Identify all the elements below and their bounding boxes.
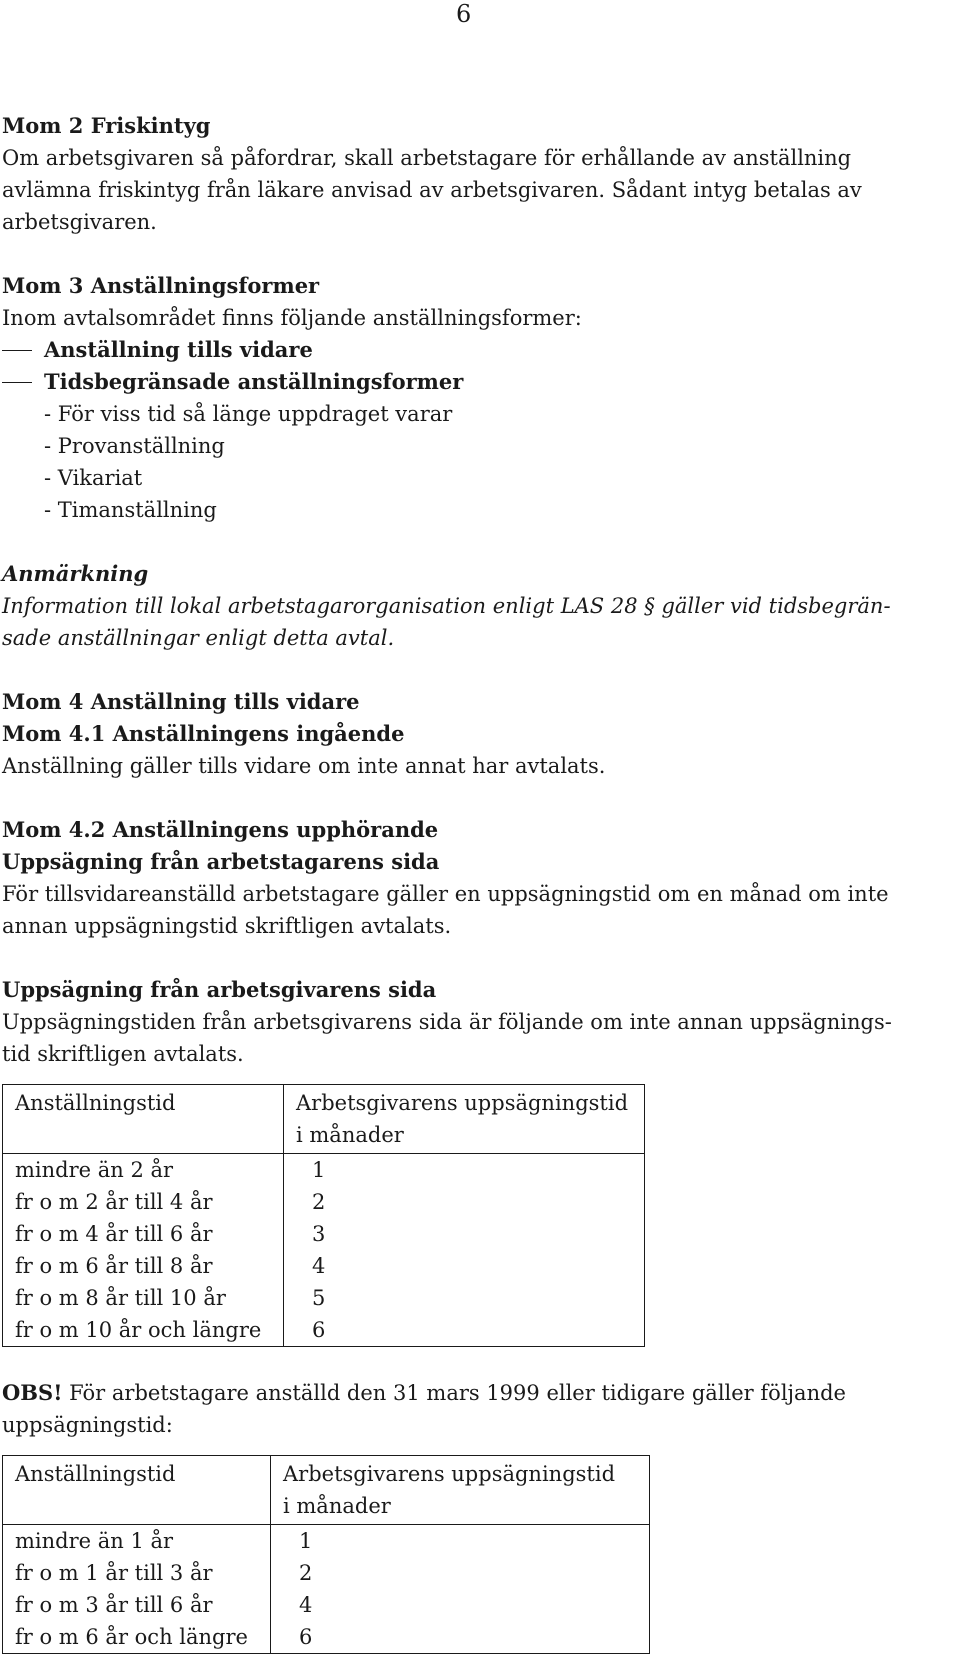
table-row — [3, 1621, 650, 1654]
months-cell: 1 — [284, 1154, 645, 1187]
mom3-intro: Inom avtalsområdet finns följande anställningsformer: — [2, 306, 582, 330]
obs-label: OBS! — [2, 1380, 63, 1405]
employment-form-item — [2, 366, 958, 398]
document-body — [2, 110, 958, 1654]
table-row — [3, 1282, 645, 1314]
employment-subform: - Vikariat — [44, 466, 143, 490]
note-text-line: sade anställningar enligt detta avtal. — [2, 626, 395, 650]
mom2-text-line: Om arbetsgivaren så påfordrar, skall arbetstagare för erhållande av anställning — [2, 146, 852, 170]
period-cell: fr o m 4 år till 6 år — [3, 1218, 284, 1250]
table-row — [3, 1525, 650, 1558]
header-notice-unit: i månader — [283, 1494, 391, 1518]
header-employment-period: Anställningstid — [15, 1091, 176, 1115]
employer-notice-text: tid skriftligen avtalats. — [2, 1042, 244, 1066]
mom2-text-line: avlämna friskintyg från läkare anvisad av arbetsgivaren. Sådant intyg betalas av — [2, 178, 862, 202]
header-notice-period: Arbetsgivarens uppsägningstid — [296, 1091, 629, 1115]
period-cell: fr o m 1 år till 3 år — [3, 1557, 271, 1589]
table-header-cell — [284, 1085, 645, 1154]
employee-notice-text: annan uppsägningstid skriftligen avtalats. — [2, 914, 452, 938]
spacer — [2, 782, 958, 814]
employer-notice-text: Uppsägningstiden från arbetsgivarens sida är följande om inte annan uppsägnings- — [2, 1010, 892, 1034]
months-cell: 1 — [271, 1525, 650, 1558]
months-cell: 2 — [271, 1557, 650, 1589]
table-row — [3, 1589, 650, 1621]
period-cell: fr o m 8 år till 10 år — [3, 1282, 284, 1314]
table-header-row — [3, 1085, 645, 1154]
months-cell: 4 — [271, 1589, 650, 1621]
obs-text-line: uppsägningstid: — [2, 1413, 173, 1437]
spacer — [2, 526, 958, 558]
table-header-cell — [3, 1085, 284, 1154]
note-heading: Anmärkning — [2, 561, 149, 586]
months-cell: 2 — [284, 1186, 645, 1218]
employment-form-label: Anställning tills vidare — [44, 337, 313, 362]
months-cell: 4 — [284, 1250, 645, 1282]
table-row — [3, 1314, 645, 1347]
section-mom3 — [2, 270, 958, 526]
page-number: 6 — [456, 0, 472, 28]
table-row — [3, 1218, 645, 1250]
obs-text: För arbetstagare anställd den 31 mars 1999 eller tidigare gäller följande — [62, 1381, 846, 1405]
legacy-notice-period-table — [2, 1455, 650, 1654]
dash-bullet-icon — [2, 350, 32, 351]
period-cell: mindre än 2 år — [3, 1154, 284, 1187]
note-text-line: Information till lokal arbetstagarorganisation enligt LAS 28 § gäller vid tidsbegrän- — [2, 594, 891, 618]
table-row — [3, 1250, 645, 1282]
table-row — [3, 1557, 650, 1589]
header-employment-period: Anställningstid — [15, 1462, 176, 1486]
mom3-heading: Mom 3 Anställningsformer — [2, 273, 320, 298]
mom2-heading: Mom 2 Friskintyg — [2, 113, 211, 138]
period-cell: fr o m 3 år till 6 år — [3, 1589, 271, 1621]
header-notice-unit: i månader — [296, 1123, 404, 1147]
spacer — [2, 942, 958, 974]
mom4-1-heading: Mom 4.1 Anställningens ingående — [2, 721, 405, 746]
employment-subform: - Timanställning — [44, 498, 217, 522]
employee-notice-text: För tillsvidareanställd arbetstagare gäller en uppsägningstid om en månad om inte — [2, 882, 889, 906]
spacer — [2, 654, 958, 686]
period-cell: fr o m 10 år och längre — [3, 1314, 284, 1347]
months-cell: 6 — [284, 1314, 645, 1347]
months-cell: 6 — [271, 1621, 650, 1654]
header-notice-period: Arbetsgivarens uppsägningstid — [283, 1462, 616, 1486]
table-header-cell — [271, 1456, 650, 1525]
table-row — [3, 1154, 645, 1187]
table-header-row — [3, 1456, 650, 1525]
section-note — [2, 558, 958, 654]
mom4-heading: Mom 4 Anställning tills vidare — [2, 689, 360, 714]
dash-bullet-icon — [2, 382, 32, 383]
period-cell: fr o m 6 år till 8 år — [3, 1250, 284, 1282]
section-mom4 — [2, 686, 958, 1070]
period-cell: fr o m 6 år och längre — [3, 1621, 271, 1654]
mom2-text-line: arbetsgivaren. — [2, 210, 157, 234]
employment-subform: - För viss tid så länge uppdraget varar — [44, 402, 453, 426]
section-mom2 — [2, 110, 958, 238]
spacer — [2, 238, 958, 270]
period-cell: fr o m 2 år till 4 år — [3, 1186, 284, 1218]
obs-note — [2, 1377, 958, 1441]
employee-notice-heading: Uppsägning från arbetstagarens sida — [2, 849, 440, 874]
months-cell: 5 — [284, 1282, 645, 1314]
employment-subform: - Provanställning — [44, 434, 225, 458]
months-cell: 3 — [284, 1218, 645, 1250]
employment-form-label: Tidsbegränsade anställningsformer — [44, 369, 464, 394]
mom4-1-text: Anställning gäller tills vidare om inte annat har avtalats. — [2, 754, 606, 778]
table-header-cell — [3, 1456, 271, 1525]
period-cell: mindre än 1 år — [3, 1525, 271, 1558]
table-row — [3, 1186, 645, 1218]
mom4-2-heading: Mom 4.2 Anställningens upphörande — [2, 817, 439, 842]
notice-period-table — [2, 1084, 645, 1347]
employment-form-item — [2, 334, 958, 366]
employer-notice-heading: Uppsägning från arbetsgivarens sida — [2, 977, 437, 1002]
